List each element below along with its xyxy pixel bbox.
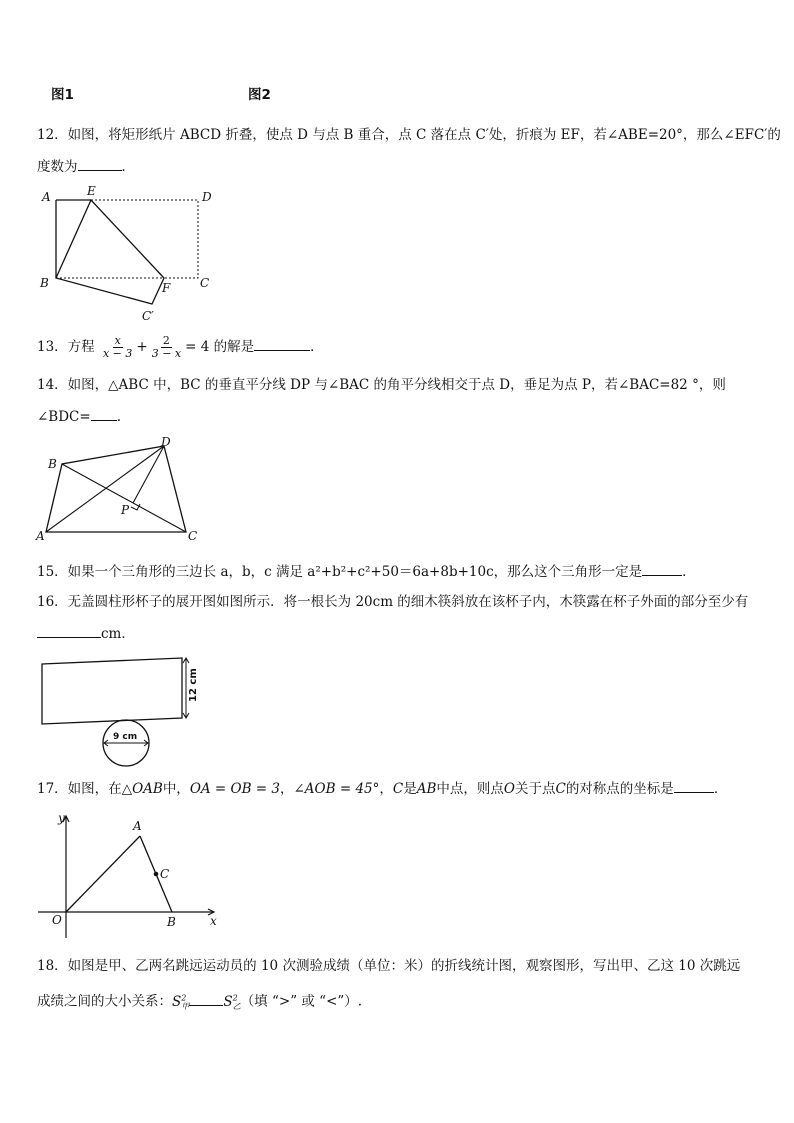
q17-axis-x-label: x (210, 914, 217, 928)
q17-text-e: 关于点 (514, 781, 556, 797)
q13-frac2-denominator: 3 − x (151, 347, 182, 360)
q18-prefix: 成绩之间的大小关系： (37, 993, 172, 1010)
q13-frac1-denominator: x − 3 (102, 347, 133, 360)
q17-text-b: ， (379, 781, 393, 797)
q18-s1-symbol: S (172, 993, 182, 1010)
q15-suffix: ． (682, 564, 696, 580)
q17-coordinate-diagram (36, 810, 226, 940)
question-17 (37, 779, 727, 798)
figure-1-label: 图1 (51, 87, 74, 103)
question-15 (37, 562, 696, 581)
q14-point-P: P (121, 503, 130, 517)
q14-point-D: D (161, 435, 171, 449)
q13-suffix: ． (310, 339, 324, 355)
q14-triangle-diagram (36, 436, 216, 546)
q14-prefix: ∠BDC= (37, 409, 91, 425)
q14-text-line1: 14．如图，△ABC 中，BC 的垂直平分线 DP 与∠BAC 的角平分线相交于点 D，垂足为点 P，若∠BAC=82 °，则 (37, 377, 726, 393)
q14-suffix: . (116, 409, 121, 425)
q17-equation-1: OA = OB = 3 (189, 781, 280, 797)
q13-frac1-numerator: x (114, 334, 121, 347)
q12-prefix: 度数为 (37, 159, 78, 175)
q17-text-a: 中， (162, 781, 190, 797)
q17-segment-ab: AB (416, 781, 437, 797)
q16-answer-blank (37, 624, 101, 638)
q18-text-line1: 18．如图是甲、乙两名跳远运动员的 10 次测验成绩（单位：米）的折线统计图，观察图形，写出甲、乙这 10 次跳远 (37, 958, 741, 974)
q18-s1-sub: 甲 (181, 1002, 190, 1012)
q17-triangle: △OAB (121, 781, 163, 797)
q17-point-B: B (167, 915, 176, 929)
q18-variance-yi (223, 994, 240, 1010)
q17-point-o-ref: O (503, 781, 515, 797)
q13-answer-blank (254, 337, 310, 351)
q12-folded-rectangle-diagram (36, 186, 236, 326)
question-13 (37, 334, 324, 360)
figure-2-label: 图2 (248, 87, 271, 103)
q16-suffix: cm． (101, 626, 135, 642)
q17-point-A: A (133, 819, 142, 833)
q12-text-line2 (37, 157, 135, 176)
q12-point-E: E (87, 184, 96, 198)
q16-diameter-label: 9 cm (113, 732, 138, 742)
q15-text: 15．如果一个三角形的三边长 a，b，c 满足 a²+b²+c²+50＝6a+8b+10c，那么这个三角形一定是 (37, 564, 643, 580)
q16-height-label: 12 cm (188, 668, 199, 702)
q14-point-B: B (48, 457, 57, 471)
q14-text-line2 (37, 407, 121, 426)
q12-point-F: F (162, 281, 171, 295)
q17-text-f: 的对称点的坐标是 (565, 781, 674, 797)
q13-fraction-2 (150, 335, 183, 360)
q17-prefix: 17．如图，在 (37, 781, 122, 797)
q12-answer-blank (78, 157, 122, 171)
q16-text-line1: 16．无盖圆柱形杯子的展开图如图所示．将一根长为 20cm 的细木筷斜放在该杯子内，木筷露在杯子外面的部分至少有 (37, 594, 749, 610)
q17-comma: ， (280, 781, 294, 797)
q12-text-line1: 12．如图，将矩形纸片 ABCD 折叠，使点 D 与点 B 重合，点 C 落在点 C′处，折痕为 EF，若∠ABE=20°，那么∠EFC′的 (37, 127, 781, 143)
q15-answer-blank (642, 562, 682, 576)
q12-point-C-prime: C′ (142, 309, 154, 323)
q12-point-B: B (40, 276, 49, 290)
q14-point-C: C (188, 529, 198, 543)
q17-text-c: 是 (403, 781, 417, 797)
q12-point-A: A (42, 190, 51, 204)
q18-s2-symbol: S (223, 993, 233, 1010)
q13-equation-rest: = 4 的解是 (185, 339, 255, 355)
q18-s2-sub: 乙 (232, 1002, 241, 1012)
q16-cup-net-diagram (36, 654, 216, 769)
q18-text-line2 (37, 989, 362, 1016)
q18-suffix: （填 “>” 或 “<”）. (240, 993, 363, 1010)
q17-point-C: C (160, 867, 170, 881)
q16-text-line2 (37, 624, 135, 643)
q18-variance-jia (172, 994, 189, 1010)
q17-point-O: O (52, 913, 62, 927)
q12-point-D: D (202, 190, 212, 204)
q13-frac2-numerator: 2 (162, 334, 170, 347)
q14-answer-blank (91, 407, 117, 421)
q18-s2-sup: 2 (232, 993, 238, 1002)
q13-prefix: 13．方程 (37, 339, 95, 355)
q18-answer-blank (189, 992, 223, 1006)
q17-answer-blank (674, 779, 714, 793)
q12-suffix: ． (121, 159, 135, 175)
q17-equation-2: ∠AOB = 45° (293, 781, 380, 797)
q17-point-c-ref: C (392, 781, 404, 797)
q17-suffix: ． (713, 781, 728, 797)
q18-s1-sup: 2 (181, 993, 187, 1002)
q13-fraction-1 (101, 335, 134, 360)
q14-point-A: A (36, 529, 45, 543)
q17-text-d: 中点，则点 (436, 781, 504, 797)
q17-point-c-ref-2: C (555, 781, 566, 797)
q12-point-C: C (200, 276, 210, 290)
q17-axis-y-label: y (58, 811, 65, 825)
q13-plus: + (136, 339, 148, 355)
